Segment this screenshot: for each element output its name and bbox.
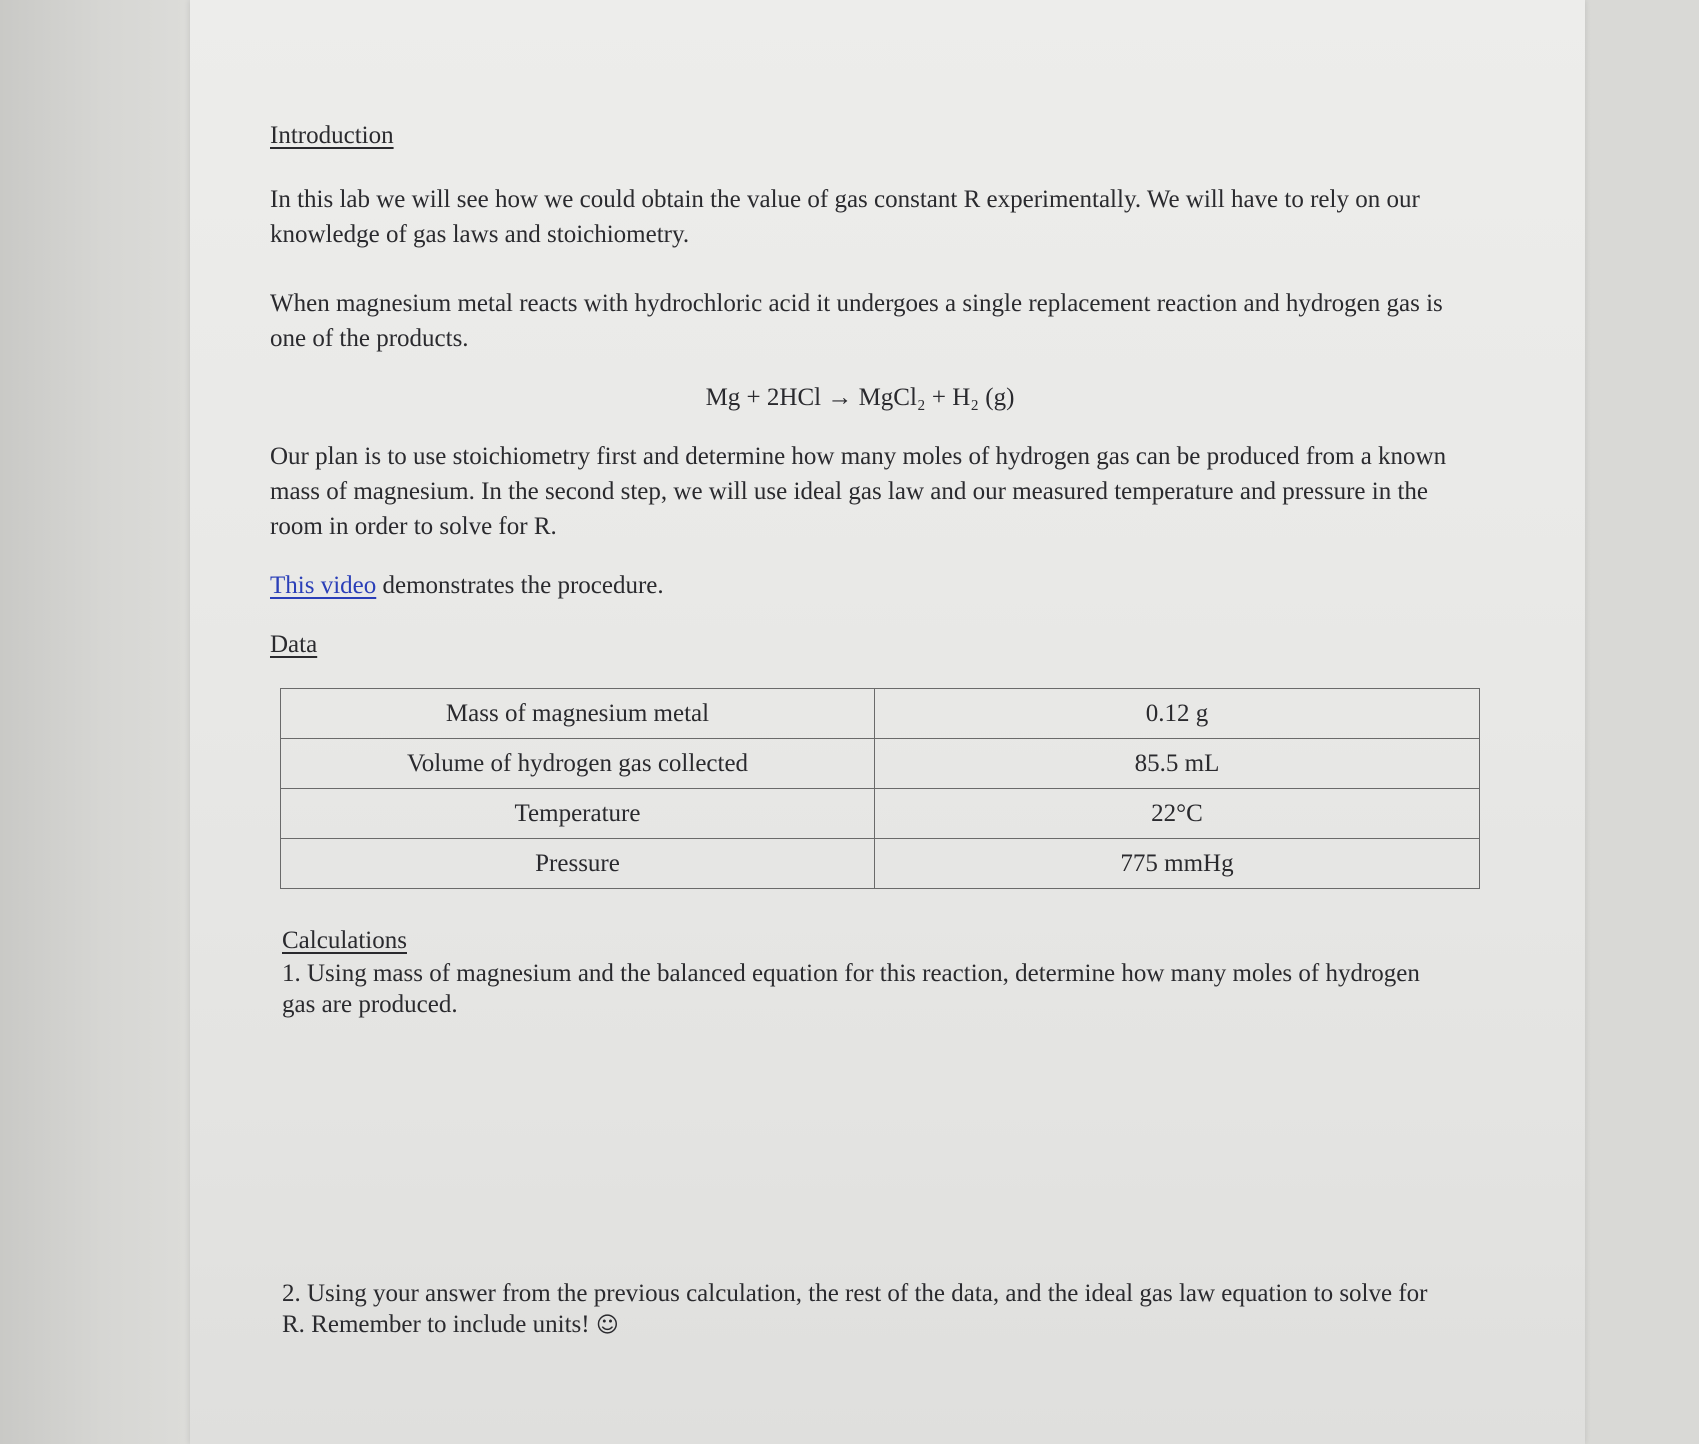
table-cell-label: Volume of hydrogen gas collected xyxy=(281,739,875,789)
table-row xyxy=(281,789,1480,839)
table-cell-label: Pressure xyxy=(281,839,875,889)
table-cell-value: 85.5 mL xyxy=(875,739,1480,789)
reaction-equation: Mg + 2HCl → MgCl₂ + H₂ (g) xyxy=(705,384,1015,411)
data-heading: Data xyxy=(270,631,318,658)
question-2-text: 2. Using your answer from the previous calculation, the rest of the data, and the ideal gas law equation to solve for R. Remember to include units! xyxy=(282,1280,1428,1338)
table-cell-label: Temperature xyxy=(281,789,875,839)
calculations-heading: Calculations xyxy=(282,927,407,954)
intro-paragraph-1: In this lab we will see how we could obtain the value of gas constant R experimentally. We will have to rely on our knowledge of gas laws and stoichiometry. xyxy=(270,186,1420,248)
document-page xyxy=(190,0,1585,1444)
table-row xyxy=(281,839,1480,889)
document-content xyxy=(270,118,1485,1341)
table-cell-value: 775 mmHg xyxy=(875,839,1480,889)
data-table xyxy=(280,688,1480,889)
video-sentence xyxy=(270,568,1485,603)
smiley-icon: ☺ xyxy=(595,1313,619,1338)
table-cell-value: 22°C xyxy=(875,789,1480,839)
intro-paragraph-3: Our plan is to use stoichiometry first and determine how many moles of hydrogen gas can be produced from a known mass of magnesium. In the second step, we will use ideal gas law and our measured temperature and pressure in the room in order to solve for R. xyxy=(270,443,1447,540)
table-row xyxy=(281,689,1480,739)
table-cell-label: Mass of magnesium metal xyxy=(281,689,875,739)
question-1: 1. Using mass of magnesium and the balanced equation for this reaction, determine how many moles of hydrogen gas are produced. xyxy=(282,960,1420,1018)
table-cell-value: 0.12 g xyxy=(875,689,1480,739)
introduction-heading: Introduction xyxy=(270,122,394,149)
intro-paragraph-2: When magnesium metal reacts with hydrochloric acid it undergoes a single replacement reaction and hydrogen gas is one of the products. xyxy=(270,290,1443,352)
video-link[interactable]: This video xyxy=(270,572,377,599)
table-row xyxy=(281,739,1480,789)
question-2 xyxy=(282,1278,1452,1341)
video-sentence-rest: demonstrates the procedure. xyxy=(376,572,664,599)
